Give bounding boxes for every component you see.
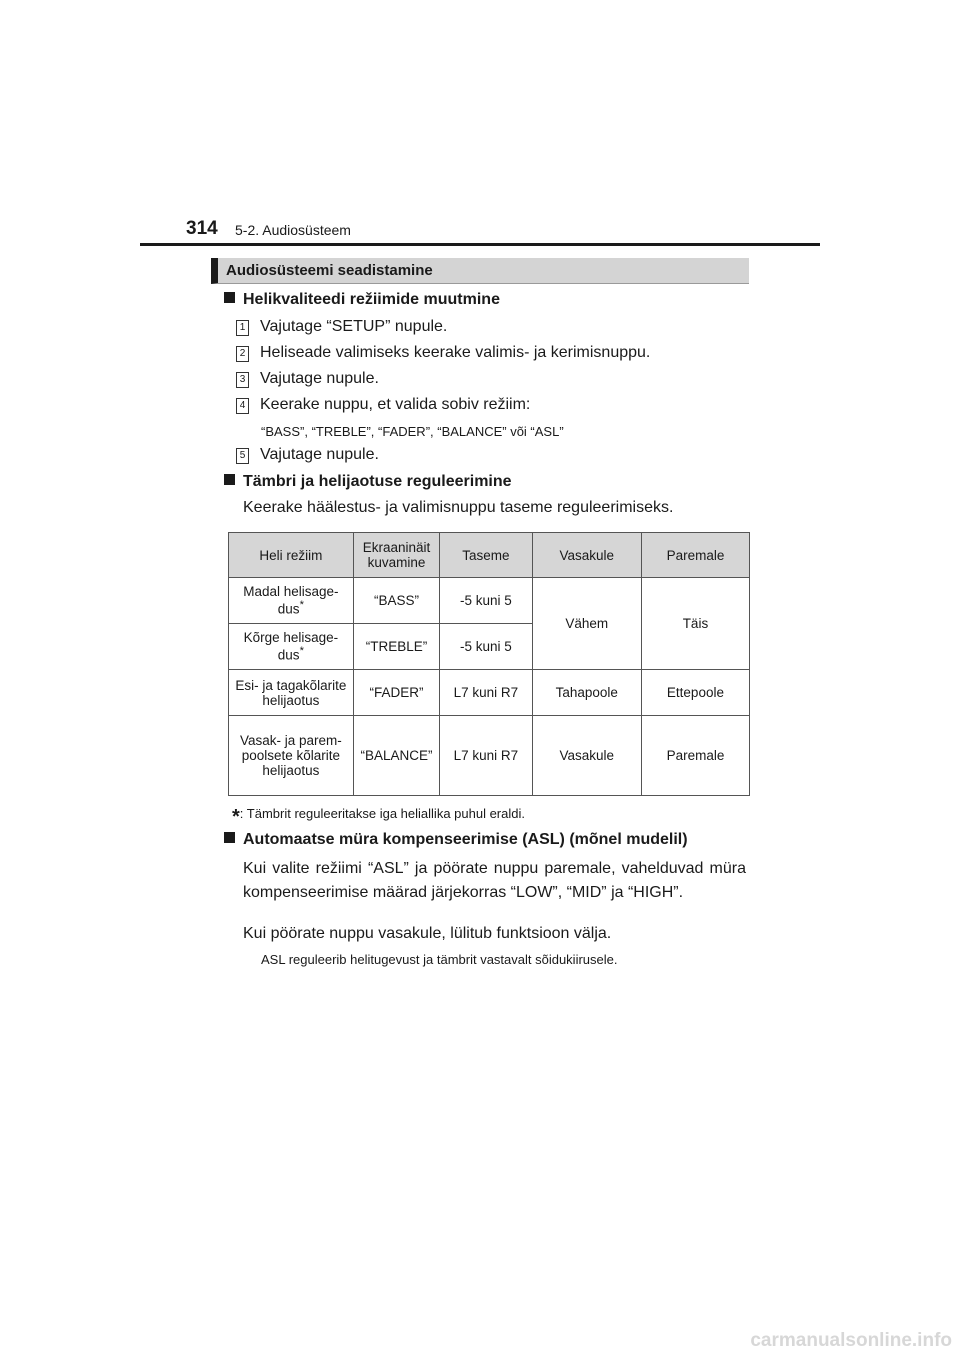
- mode-label: Kõrge helisage-dus: [243, 630, 339, 663]
- watermark: carmanualsonline.info: [750, 1330, 952, 1351]
- header-divider: [140, 243, 820, 246]
- table-cell: Tahapoole: [532, 670, 641, 716]
- table-cell: -5 kuni 5: [440, 624, 532, 670]
- heading-asl: [224, 831, 688, 849]
- step-number-4: 4: [236, 398, 249, 414]
- heading-sound-modes: [224, 291, 500, 309]
- heading-tone-balance-text: Tämbri ja helijaotuse reguleerimine: [243, 473, 512, 490]
- table-cell: [229, 624, 354, 670]
- table-cell: “FADER”: [353, 670, 439, 716]
- step-text-4: Keerake nuppu, et valida sobiv režiim:: [260, 396, 531, 413]
- footnote-star: *: [232, 806, 240, 828]
- table-cell-merged: Täis: [641, 578, 749, 670]
- table-cell: L7 kuni R7: [440, 716, 532, 796]
- table-row: [229, 670, 750, 716]
- table-cell: “BALANCE”: [353, 716, 439, 796]
- step-text-2: Heliseade valimiseks keerake valimis- ja kerimisnuppu.: [260, 344, 651, 361]
- mode-options-note: “BASS”, “TREBLE”, “FADER”, “BALANCE” või “ASL”: [261, 424, 564, 439]
- column-header: Heli režiim: [229, 533, 354, 578]
- table-row: [229, 716, 750, 796]
- table-cell-merged: Vähem: [532, 578, 641, 670]
- footnote-marker: *: [299, 599, 304, 612]
- table-cell: L7 kuni R7: [440, 670, 532, 716]
- chapter-label: 5-2. Audiosüsteem: [235, 222, 351, 238]
- column-header: Paremale: [641, 533, 749, 578]
- section-title: Audiosüsteemi seadistamine: [211, 258, 749, 284]
- mode-label: Madal helisage-dus: [243, 584, 339, 617]
- column-header: Vasakule: [532, 533, 641, 578]
- heading-tone-balance: [224, 473, 512, 491]
- asl-off-text: Kui pöörate nuppu vasakule, lülitub funktsioon välja.: [243, 925, 612, 942]
- table-cell: “BASS”: [353, 578, 439, 624]
- footnote: [232, 806, 525, 829]
- step-number-2: 2: [236, 346, 249, 362]
- column-header: Taseme: [440, 533, 532, 578]
- table-cell: Paremale: [641, 716, 749, 796]
- table-cell: “TREBLE”: [353, 624, 439, 670]
- column-header: Ekraaninäit kuvamine: [353, 533, 439, 578]
- table-cell: [229, 578, 354, 624]
- table-cell: Ettepoole: [641, 670, 749, 716]
- step-text-1: Vajutage “SETUP” nupule.: [260, 318, 448, 335]
- tone-balance-text: Keerake häälestus- ja valimisnuppu taseme reguleerimiseks.: [243, 499, 674, 516]
- table-cell: Vasak- ja parem-poolsete kõlarite helijaotus: [229, 716, 354, 796]
- step-text-5: Vajutage nupule.: [260, 446, 379, 463]
- step-number-3: 3: [236, 372, 249, 388]
- asl-note: ASL reguleerib helitugevust ja tämbrit vastavalt sõidukiirusele.: [261, 952, 618, 967]
- table-cell: Vasakule: [532, 716, 641, 796]
- heading-asl-text: Automaatse müra kompenseerimise (ASL) (mõnel mudelil): [243, 831, 688, 848]
- square-bullet-icon: [224, 474, 235, 485]
- page-number: 314: [186, 218, 218, 239]
- square-bullet-icon: [224, 292, 235, 303]
- footnote-text: : Tämbrit reguleeritakse iga heliallika puhul eraldi.: [239, 806, 525, 821]
- square-bullet-icon: [224, 832, 235, 843]
- step-text-3: Vajutage nupule.: [260, 370, 379, 387]
- table-row: [229, 578, 750, 624]
- table-header-row: [229, 533, 750, 578]
- heading-sound-modes-text: Helikvaliteedi režiimide muutmine: [243, 291, 500, 308]
- table-cell: -5 kuni 5: [440, 578, 532, 624]
- asl-paragraph: Kui valite režiimi “ASL” ja pöörate nuppu paremale, vahelduvad müra kompenseerimise määrad järjekorras “LOW”, “MID” ja “HIGH”.: [243, 860, 746, 901]
- footnote-marker: *: [299, 645, 304, 658]
- step-number-1: 1: [236, 320, 249, 336]
- sound-settings-table: [228, 532, 750, 796]
- step-number-5: 5: [236, 448, 249, 464]
- table-cell: Esi- ja tagakõlarite helijaotus: [229, 670, 354, 716]
